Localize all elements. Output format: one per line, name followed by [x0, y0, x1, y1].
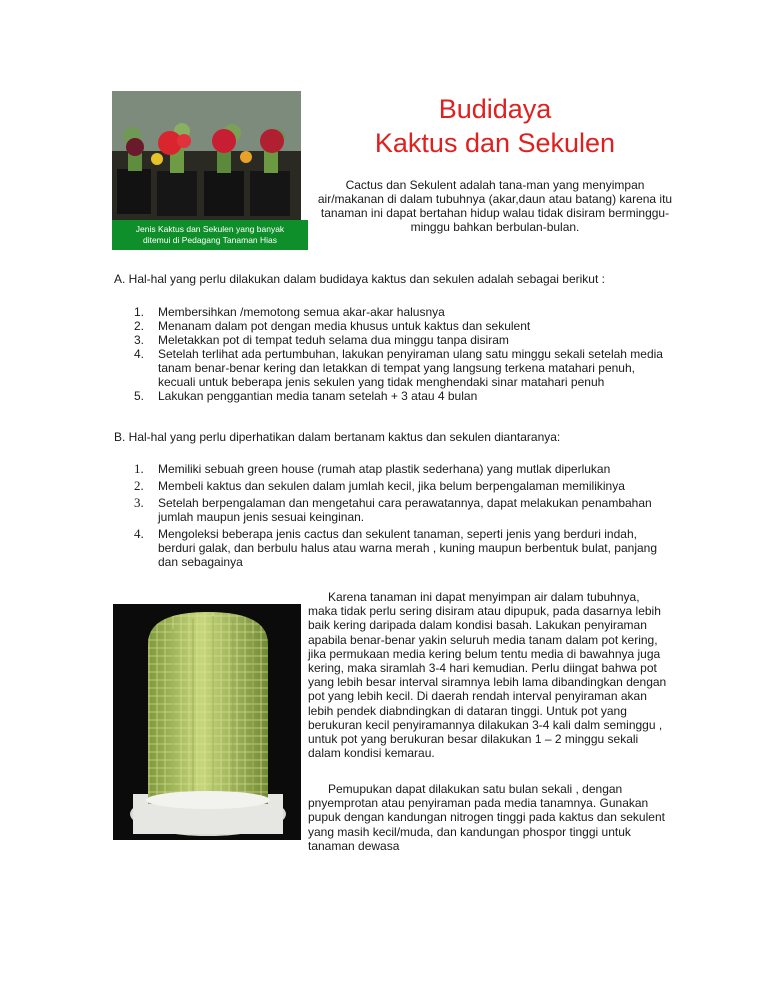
paragraph-line: untuk pot yang berukuran besar dilakukan 1 – 2 minggu sekali [308, 732, 639, 747]
caption-line: ditemui di Pedagang Tanaman Hias [142, 235, 278, 245]
cactus-collection-photo [112, 91, 301, 220]
section-b-list [114, 462, 714, 572]
paragraph-line: yang masih kecil/muda, dan kandungan phospor tinggi untuk [308, 824, 631, 839]
paragraph-line: maka tidak perlu sering disiram atau dipupuk, pada dasarnya lebih [308, 604, 661, 619]
item-text: berduri galak, dan berbulu halus atau warna merah , kuning maupun berbentuk bulat, panjang [158, 541, 658, 555]
list-item [114, 479, 714, 493]
item-number: 2. [134, 478, 144, 493]
item-number: 1. [134, 461, 144, 476]
item-text: tanam benar-benar kering dan letakkan di tempat yang langsung terkena matahari penuh, [158, 361, 635, 375]
item-number: 3. [134, 333, 145, 347]
intro-paragraph [300, 178, 690, 234]
item-text: jumlah maupun jenis sesuai keinginan. [158, 510, 365, 524]
item-text: Setelah berpengalaman dan mengetahui cara perawatannya, dapat melakukan penambahan [158, 496, 652, 510]
page-title [330, 92, 660, 160]
item-text: Menanam dalam pot dengan media khusus untuk kaktus dan sekulent [158, 319, 531, 333]
paragraph-line: pnyemprotan atau penyiraman pada media tanamnya. Gunakan [308, 796, 649, 811]
list-item [114, 389, 714, 403]
section-b-heading: B. Hal-hal yang perlu diperhatikan dalam bertanam kaktus dan sekulen diantaranya: [114, 430, 561, 444]
paragraph-line: pot yang lebih kecil. Di daerah rendah interval penyiraman akan [308, 689, 647, 704]
paragraph-line: apabila benar-benar yakin seluruh media tanam dalam pot kering, [308, 632, 658, 647]
fertilizing-paragraph [308, 782, 708, 853]
item-text: Memiliki sebuah green house (rumah atap plastik sederhana) yang mutlak diperlukan [158, 462, 611, 476]
paragraph-line: Pemupukan dapat dilakukan satu bulan sekali , dengan [308, 782, 623, 796]
item-text: Mengoleksi beberapa jenis cactus dan sekulent tanaman, seperti jenis yang berduri indah, [158, 527, 637, 541]
item-number: 5. [134, 389, 145, 403]
list-item [114, 462, 714, 476]
list-item [114, 347, 714, 389]
item-text: Membersihkan /memotong semua akar-akar halusnya [158, 305, 445, 319]
intro-line: Cactus dan Sekulent adalah tana-man yang menyimpan [345, 178, 645, 192]
item-text: Membeli kaktus dan sekulen dalam jumlah kecil, jika belum berpengalaman memilikinya [158, 479, 625, 493]
paragraph-line: baik kering daripada dalam kondisi basah. Lakukan penyiraman [308, 618, 647, 633]
intro-line: tanaman ini dapat bertahan hidup walau tidak disiram berminggu- [320, 206, 670, 220]
item-text: kecuali untuk beberapa jenis sekulen yang tidak menghendaki sinar matahari penuh [158, 375, 605, 389]
item-number: 4. [134, 347, 145, 361]
item-number: 1. [134, 305, 145, 319]
item-text: Setelah terlihat ada pertumbuhan, lakukan penyiraman ulang satu minggu sekali setelah media [158, 347, 663, 361]
photo-caption [112, 220, 308, 250]
title-line-2: Kaktus dan Sekulen [374, 128, 616, 158]
item-text: Lakukan penggantian media tanam setelah + 3 atau 4 bulan [158, 389, 478, 403]
item-text: dan sebagainya [158, 555, 243, 569]
paragraph-line: kering, maka siramlah 3-4 hari kemudian. Perlu diingat bahwa pot [308, 661, 657, 676]
paragraph-line: tanaman dewasa [308, 838, 400, 853]
paragraph-line: jika permukaan media kering belum tentu media di bawahnya juga [308, 646, 661, 661]
item-text: Meletakkan pot di tempat teduh selama dua minggu tanpa disiram [158, 333, 509, 347]
watering-paragraph [308, 590, 708, 760]
list-item [114, 305, 714, 319]
list-item [114, 319, 714, 333]
columnar-cactus-photo [113, 604, 301, 840]
item-number: 4. [134, 526, 144, 541]
list-item [114, 333, 714, 347]
paragraph-line: Karena tanaman ini dapat menyimpan air dalam tubuhnya, [308, 590, 640, 604]
paragraph-line: pupuk dengan kandungan nitrogen tinggi pada kaktus dan sekulent [308, 810, 665, 825]
paragraph-line: dalam kondisi kemarau. [308, 746, 435, 761]
intro-line: minggu bahkan berbulan-bulan. [410, 220, 580, 234]
list-item [114, 496, 714, 524]
paragraph-line: lebih pendek diabndingkan di dataran tinggi. Untuk pot yang [308, 703, 627, 718]
title-line-1: Budidaya [438, 94, 552, 124]
columnar-cactus-illustration [113, 604, 301, 840]
intro-line: air/makanan di dalam tubuhnya (akar,daun atau batang) karena itu [317, 192, 673, 206]
item-number: 3. [134, 495, 144, 510]
caption-line: Jenis Kaktus dan Sekulen yang banyak [135, 224, 285, 234]
paragraph-line: yang lebih besar interval siramnya lebih lama dibandingkan dengan [308, 675, 667, 690]
section-a-list [114, 305, 714, 403]
item-number: 2. [134, 319, 145, 333]
list-item [114, 527, 714, 569]
section-a-heading: A. Hal-hal yang perlu dilakukan dalam budidaya kaktus dan sekulen adalah sebagai berikut : [114, 272, 605, 286]
cactus-collection-illustration [112, 91, 301, 220]
paragraph-line: berukuran kecil penyiramannya dilakukan 3-4 kali dalm seminggu , [308, 717, 663, 732]
